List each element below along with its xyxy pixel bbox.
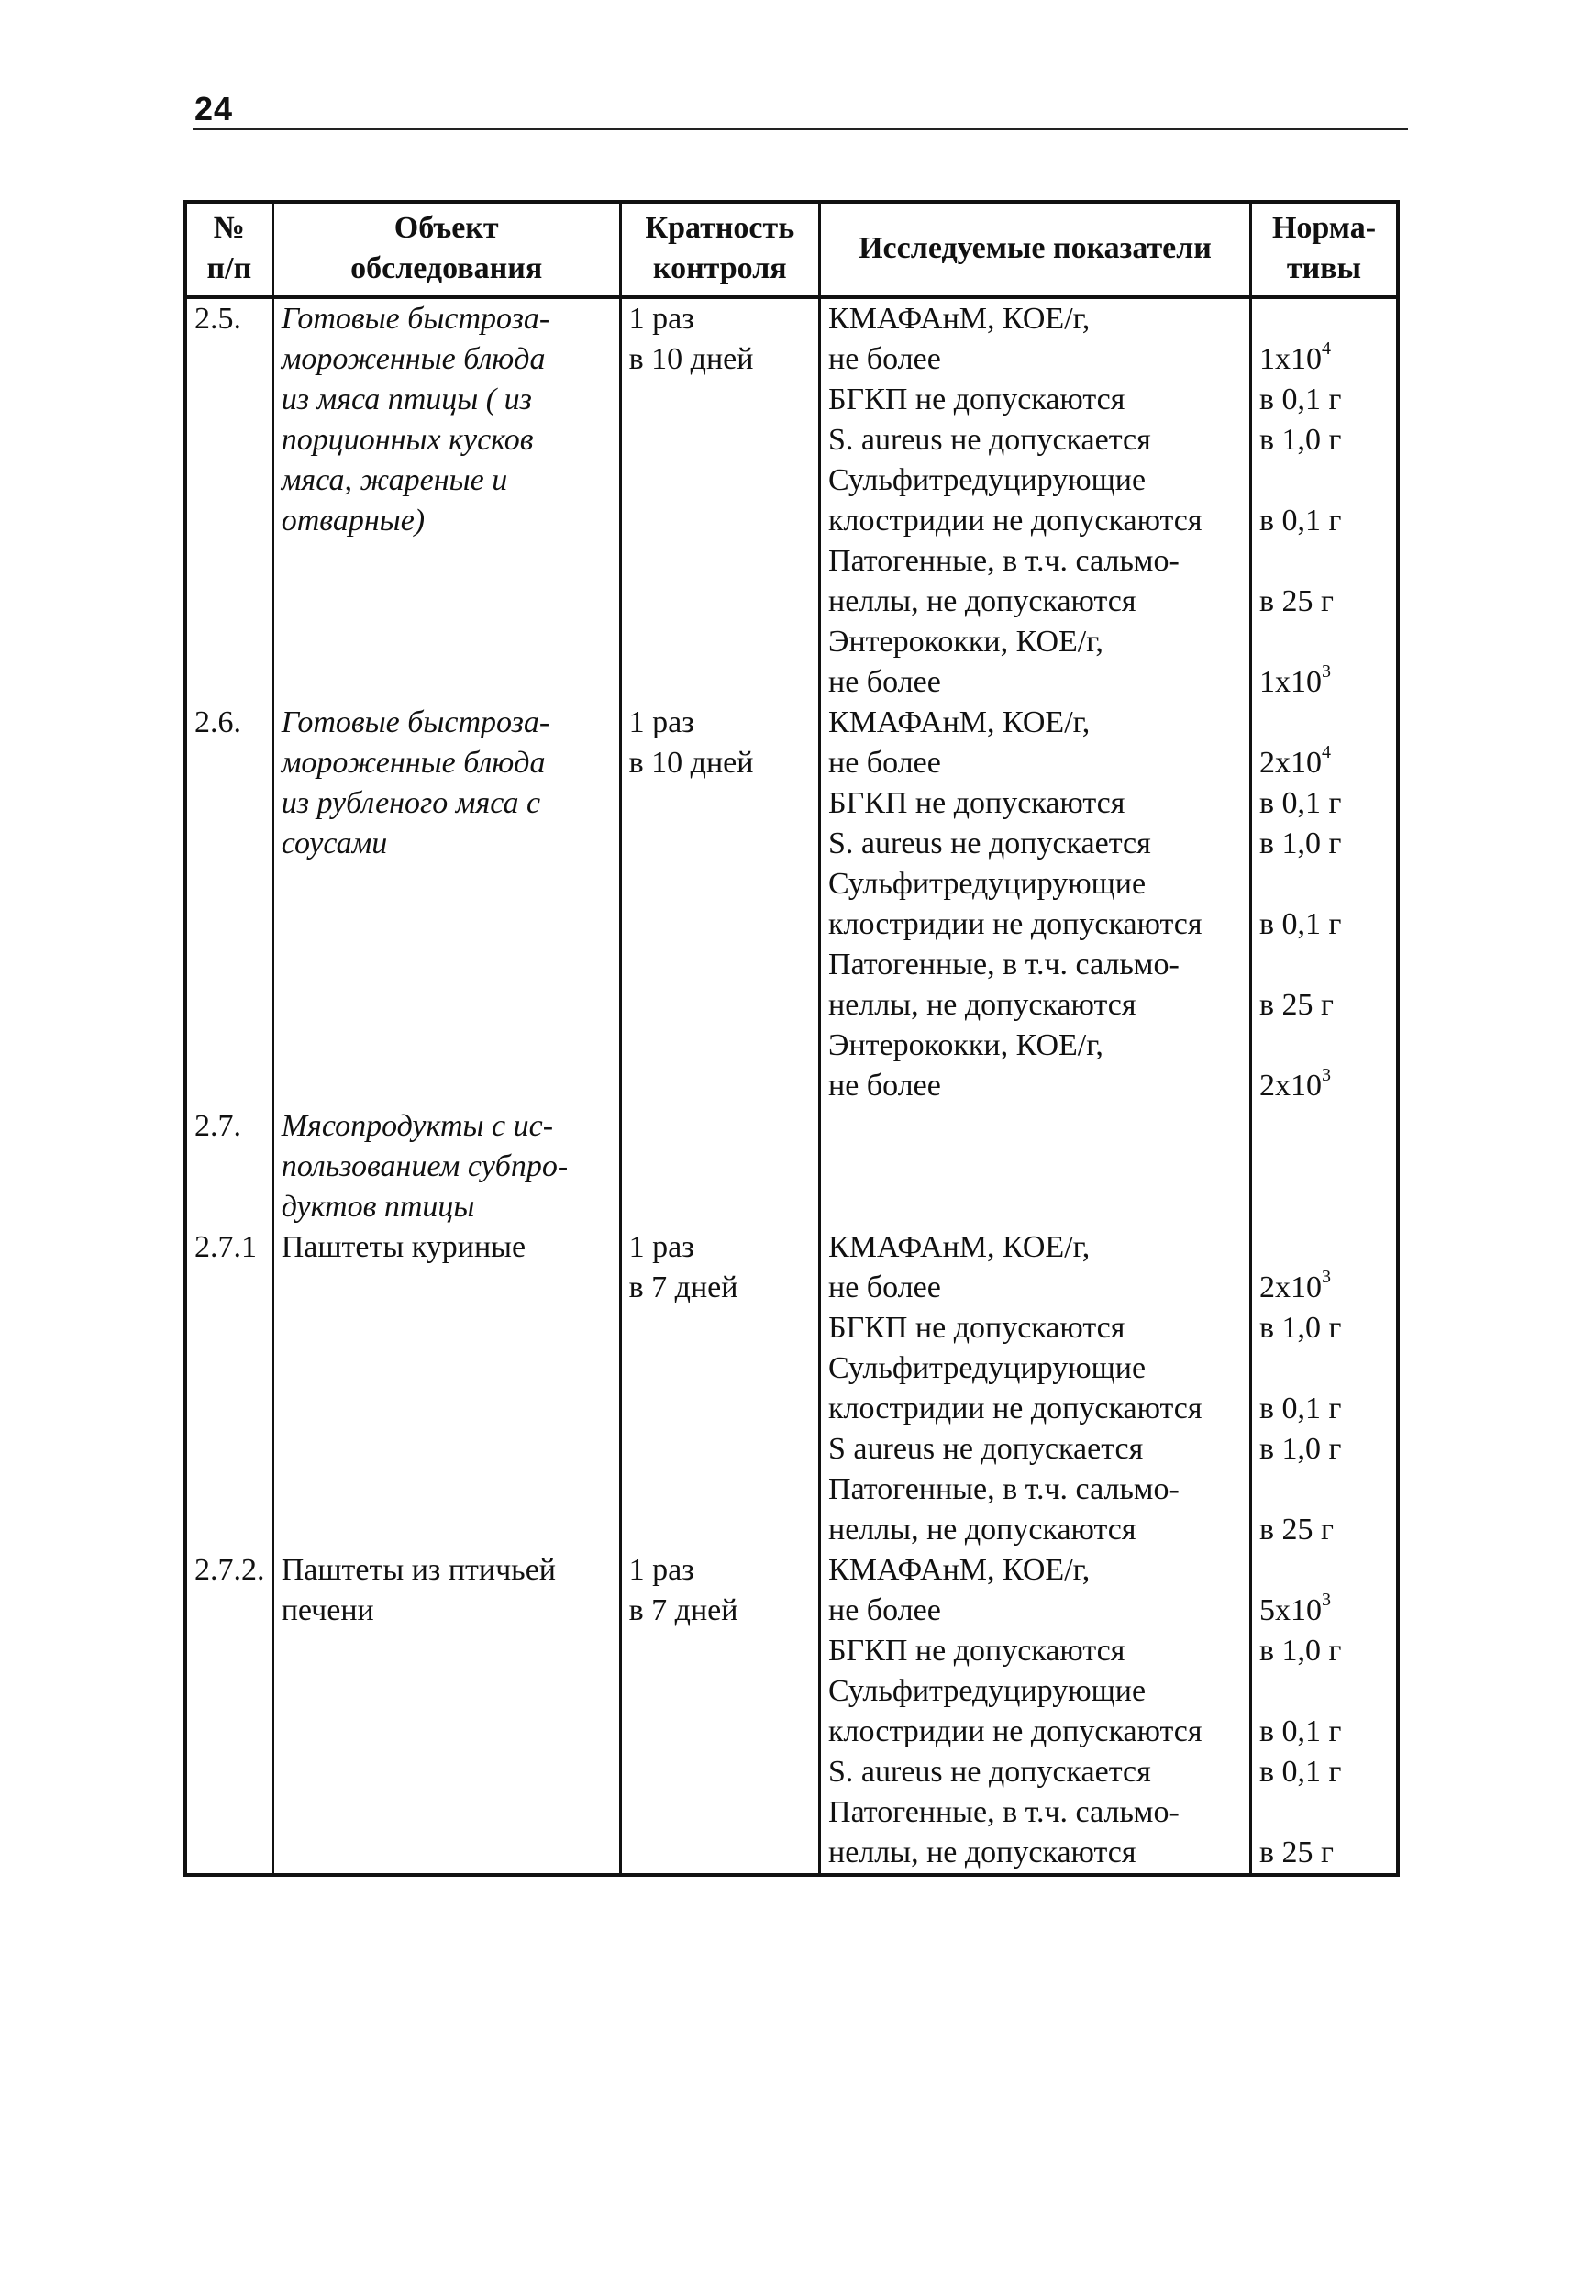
indicator-line: КМАФАнМ, КОЕ/г, [828, 1230, 1091, 1264]
object-line: из мяса птицы ( из [281, 383, 532, 416]
norm-value: в 0,1 г [1259, 1392, 1342, 1425]
indicator-line: не более [828, 746, 941, 780]
object-line: Мясопродукты с ис- [281, 1109, 554, 1143]
norm-line [1259, 904, 1389, 945]
row-number: 2.6. [194, 705, 241, 739]
table-header [185, 202, 1398, 297]
indicator-line: Сульфитредуцирующие [828, 463, 1147, 497]
norm-value: в 0,1 г [1259, 1755, 1342, 1789]
indicator-line: КМАФАнМ, КОЕ/г, [828, 1553, 1091, 1587]
header-norms-line: Норма- [1271, 211, 1377, 245]
norm-line [1259, 1671, 1389, 1712]
norm-value: в 1,0 г [1259, 826, 1342, 860]
header-rule [193, 128, 1408, 130]
norm-line [1259, 662, 1389, 703]
norm-line [1259, 1026, 1389, 1066]
frequency-line: 1 раз [628, 1553, 694, 1587]
norm-line [1259, 945, 1389, 985]
header-num-line: № [213, 211, 245, 245]
indicator-line: Патогенные, в т.ч. сальмо- [828, 1795, 1180, 1829]
object-cell [272, 297, 620, 703]
row-number: 2.7. [194, 1109, 241, 1143]
indicator-line: неллы, не допускаются [828, 584, 1136, 618]
norm-line [1259, 743, 1389, 783]
object-cell [272, 1550, 620, 1875]
frequency-line: 1 раз [628, 1230, 694, 1264]
indicator-line: клостридии не допускаются [828, 1714, 1203, 1748]
row-number: 2.7.2. [194, 1553, 265, 1587]
norm-line [1259, 460, 1389, 501]
norm-value: в 0,1 г [1259, 786, 1342, 820]
object-cell [272, 703, 620, 1106]
indicators-cell [820, 1227, 1251, 1550]
indicator-line: БГКП не допускаются [828, 1311, 1125, 1345]
norms-table [183, 200, 1400, 1877]
norm-line [1259, 1752, 1389, 1792]
header-frequency-line: контроля [652, 251, 787, 285]
norm-line [1259, 299, 1389, 339]
indicator-line: Сульфитредуцирующие [828, 1674, 1147, 1708]
object-line: соусами [281, 826, 388, 860]
norm-exponent: 3 [1322, 1266, 1331, 1287]
norm-exponent: 4 [1322, 338, 1331, 359]
object-line: отварные) [281, 504, 426, 538]
indicator-line: S. aureus не допускается [828, 826, 1151, 860]
table-row [185, 1227, 1398, 1550]
frequency-line: 1 раз [628, 705, 694, 739]
header-num [185, 202, 272, 297]
frequency-line: в 10 дней [628, 342, 754, 376]
norm-value: в 1,0 г [1259, 423, 1342, 457]
norm-line [1259, 622, 1389, 662]
norm-value: в 25 г [1259, 988, 1334, 1022]
indicator-line: не более [828, 1593, 941, 1627]
indicator-line: клостридии не допускаются [828, 1392, 1203, 1425]
indicator-line: КМАФАнМ, КОЕ/г, [828, 302, 1091, 336]
row-number-cell [185, 1227, 272, 1550]
indicators-cell [820, 1106, 1251, 1227]
header-norms-line: тивы [1286, 251, 1362, 285]
norm-line [1259, 541, 1389, 582]
norm-value: 1x10 [1259, 665, 1322, 699]
norm-exponent: 3 [1322, 660, 1331, 682]
norms-cell [1251, 1106, 1399, 1227]
norm-exponent: 3 [1322, 1589, 1331, 1610]
norm-value: в 25 г [1259, 1513, 1334, 1547]
header-object [272, 202, 620, 297]
norm-value: 2x10 [1259, 746, 1322, 780]
object-cell [272, 1227, 620, 1550]
indicators-cell [820, 703, 1251, 1106]
norm-value: в 1,0 г [1259, 1311, 1342, 1345]
frequency-cell [620, 1550, 819, 1875]
table-row [185, 1550, 1398, 1875]
header-object-line: Объект [393, 211, 499, 245]
object-cell [272, 1106, 620, 1227]
row-number: 2.7.1 [194, 1230, 257, 1264]
indicator-line: КМАФАнМ, КОЕ/г, [828, 705, 1091, 739]
norm-line [1259, 380, 1389, 420]
norm-value: 1x10 [1259, 342, 1322, 376]
indicators-cell [820, 297, 1251, 703]
norm-line [1259, 1066, 1389, 1106]
norm-line [1259, 1792, 1389, 1833]
norm-exponent: 3 [1322, 1064, 1331, 1085]
indicator-line: S. aureus не допускается [828, 1755, 1151, 1789]
frequency-cell [620, 703, 819, 1106]
indicator-line: Сульфитредуцирующие [828, 867, 1147, 901]
row-number-cell [185, 703, 272, 1106]
frequency-cell [620, 297, 819, 703]
norm-value: 2x10 [1259, 1270, 1322, 1304]
norm-line [1259, 1712, 1389, 1752]
norm-line [1259, 1268, 1389, 1308]
header-frequency-line: Кратность [645, 211, 795, 245]
norm-line [1259, 501, 1389, 541]
frequency-line: в 10 дней [628, 746, 754, 780]
object-line: Готовые быстроза- [281, 705, 550, 739]
frequency-line: в 7 дней [628, 1593, 738, 1627]
header-indicators [820, 202, 1251, 297]
object-line: мяса, жареные и [281, 463, 508, 497]
indicator-line: клостридии не допускаются [828, 907, 1203, 941]
table-row [185, 297, 1398, 703]
indicator-line: Патогенные, в т.ч. сальмо- [828, 1472, 1180, 1506]
indicator-line: клостридии не допускаются [828, 504, 1203, 538]
table-body [185, 297, 1398, 1875]
norm-value: в 1,0 г [1259, 1432, 1342, 1466]
indicator-line: не более [828, 342, 941, 376]
norm-exponent: 4 [1322, 741, 1331, 762]
row-number-cell [185, 1106, 272, 1227]
norm-line [1259, 1833, 1389, 1873]
row-number-cell [185, 1550, 272, 1875]
norm-line [1259, 1510, 1389, 1550]
header-frequency [620, 202, 819, 297]
norm-value: в 1,0 г [1259, 1634, 1342, 1668]
norms-cell [1251, 1550, 1399, 1875]
indicator-line: S aureus не допускается [828, 1432, 1144, 1466]
object-line: мороженные блюда [281, 746, 546, 780]
indicator-line: не более [828, 1270, 941, 1304]
object-line: мороженные блюда [281, 342, 546, 376]
norm-value: в 0,1 г [1259, 1714, 1342, 1748]
norm-line [1259, 1308, 1389, 1348]
indicator-line: Энтерококки, КОЕ/г, [828, 625, 1103, 659]
object-line: из рубленого мяса с [281, 786, 541, 820]
indicator-line: БГКП не допускаются [828, 1634, 1125, 1668]
table-row [185, 703, 1398, 1106]
header-object-line: обследования [350, 251, 543, 285]
header-indicators-line: Исследуемые показатели [859, 231, 1212, 265]
object-line: пользованием субпро- [281, 1149, 569, 1183]
object-line: дуктов птицы [281, 1190, 475, 1224]
norm-value: 5x10 [1259, 1593, 1322, 1627]
norm-line [1259, 1227, 1389, 1268]
norms-cell [1251, 1227, 1399, 1550]
norm-value: в 0,1 г [1259, 907, 1342, 941]
indicator-line: Энтерококки, КОЕ/г, [828, 1028, 1103, 1062]
object-line: порционных кусков [281, 423, 534, 457]
norm-line [1259, 1591, 1389, 1631]
indicator-line: не более [828, 1069, 941, 1103]
indicator-line: S. aureus не допускается [828, 423, 1151, 457]
norm-value: в 25 г [1259, 584, 1334, 618]
norm-line [1259, 824, 1389, 864]
object-line: Паштеты из птичьей [281, 1553, 556, 1587]
norm-line [1259, 864, 1389, 904]
frequency-cell [620, 1227, 819, 1550]
norm-line [1259, 1429, 1389, 1470]
object-line: Готовые быстроза- [281, 302, 550, 336]
indicator-line: Патогенные, в т.ч. сальмо- [828, 948, 1180, 982]
indicator-line: не более [828, 665, 941, 699]
norms-cell [1251, 703, 1399, 1106]
row-number: 2.5. [194, 302, 241, 336]
norm-line [1259, 703, 1389, 743]
indicators-cell [820, 1550, 1251, 1875]
header-num-line: п/п [206, 251, 252, 285]
page-number: 24 [194, 90, 234, 128]
indicator-line: неллы, не допускаются [828, 988, 1136, 1022]
norm-line [1259, 783, 1389, 824]
norm-line [1259, 1550, 1389, 1591]
norm-line [1259, 339, 1389, 380]
norm-value: в 25 г [1259, 1836, 1334, 1869]
table-row [185, 1106, 1398, 1227]
indicator-line: неллы, не допускаются [828, 1513, 1136, 1547]
norms-cell [1251, 297, 1399, 703]
norm-line [1259, 1470, 1389, 1510]
frequency-cell [620, 1106, 819, 1227]
norm-line [1259, 1631, 1389, 1671]
indicator-line: неллы, не допускаются [828, 1836, 1136, 1869]
norm-line [1259, 420, 1389, 460]
norm-line [1259, 1348, 1389, 1389]
norm-line [1259, 582, 1389, 622]
norm-line [1259, 1389, 1389, 1429]
indicator-line: БГКП не допускаются [828, 786, 1125, 820]
header-norms [1251, 202, 1399, 297]
frequency-line: в 7 дней [628, 1270, 738, 1304]
indicator-line: БГКП не допускаются [828, 383, 1125, 416]
row-number-cell [185, 297, 272, 703]
norm-value: в 0,1 г [1259, 504, 1342, 538]
object-line: печени [281, 1593, 374, 1627]
frequency-line: 1 раз [628, 302, 694, 336]
norm-line [1259, 985, 1389, 1026]
object-line: Паштеты куриные [281, 1230, 526, 1264]
indicator-line: Патогенные, в т.ч. сальмо- [828, 544, 1180, 578]
norm-value: в 0,1 г [1259, 383, 1342, 416]
norm-value: 2x10 [1259, 1069, 1322, 1103]
indicator-line: Сульфитредуцирующие [828, 1351, 1147, 1385]
